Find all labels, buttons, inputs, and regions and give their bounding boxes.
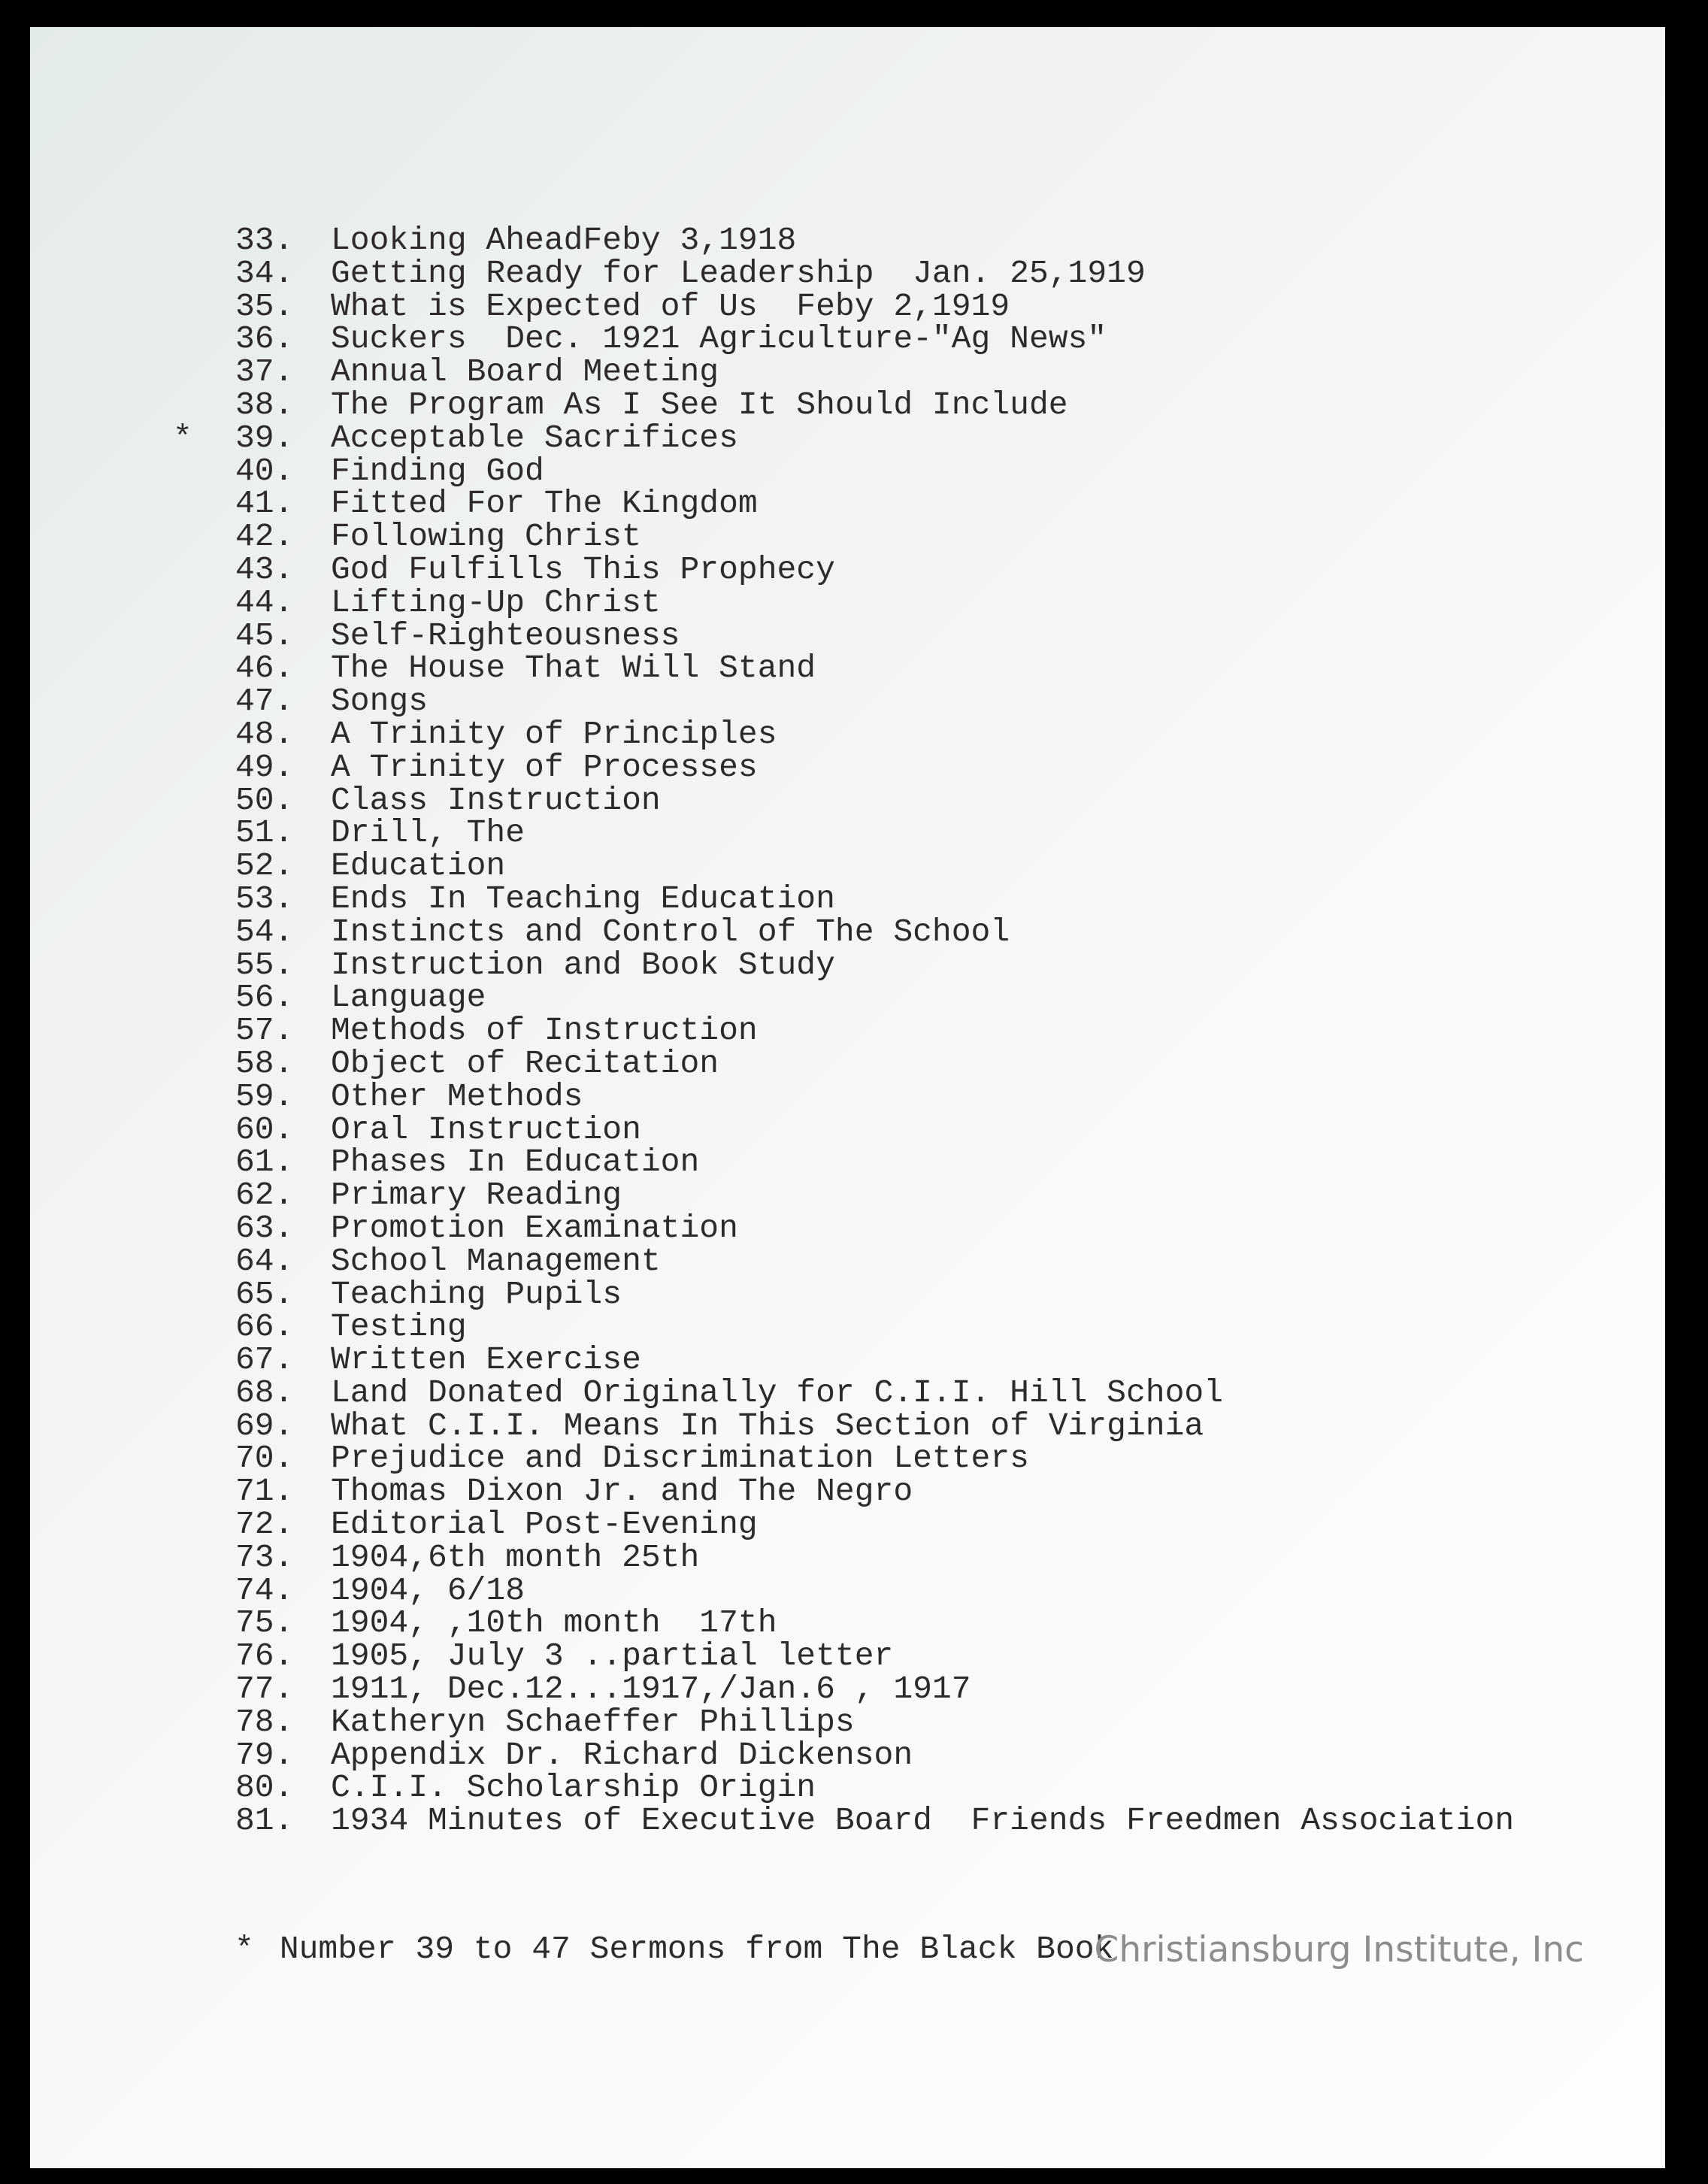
entry-title: Suckers Dec. 1921 Agriculture-"Ag News" — [331, 320, 1107, 358]
entry-number: 50. — [235, 781, 294, 819]
entry-number: 71. — [235, 1473, 294, 1510]
entry-number: 75. — [235, 1604, 294, 1642]
entry-title: What is Expected of Us Feby 2,1919 — [331, 287, 1010, 325]
entry-number: 59. — [235, 1077, 294, 1115]
entry-number: 39. — [235, 419, 294, 456]
entry-number: 45. — [235, 616, 294, 654]
entry-title: Acceptable Sacrifices — [331, 419, 738, 456]
entry-title: A Trinity of Principles — [331, 715, 777, 753]
entry-number: 79. — [235, 1736, 294, 1774]
watermark-christiansburg-institute: Christiansburg Institute, Inc — [1094, 1929, 1584, 1970]
entry-title: Songs — [331, 683, 429, 720]
entry-number: 52. — [235, 847, 294, 885]
entry-title: Class Instruction — [331, 781, 661, 819]
entry-number: 63. — [235, 1209, 294, 1246]
entry-title: Finding God — [331, 452, 544, 489]
entry-title: Editorial Post-Evening — [331, 1506, 758, 1543]
entry-number: 81. — [235, 1802, 294, 1840]
entry-number: 41. — [235, 485, 294, 523]
entry-number: 78. — [235, 1703, 294, 1740]
entry-title: Primary Reading — [331, 1177, 622, 1214]
entry-number: 42. — [235, 518, 294, 556]
footnote-asterisk: * — [235, 1931, 254, 1967]
entry-title: Phases In Education — [331, 1143, 700, 1181]
entry-title: Land Donated Originally for C.I.I. Hill School — [331, 1374, 1223, 1411]
entry-title: Testing — [331, 1308, 467, 1346]
entry-title: Self-Righteousness — [331, 616, 680, 654]
entry-title: Object of Recitation — [331, 1044, 719, 1082]
entry-title: Promotion Examination — [331, 1209, 738, 1246]
entry-title: What C.I.I. Means In This Section of Virginia — [331, 1407, 1204, 1444]
entry-number: 68. — [235, 1374, 294, 1411]
entry-number: 37. — [235, 353, 294, 391]
entry-number: 33. — [235, 222, 294, 259]
entry-number: 54. — [235, 913, 294, 950]
entry-number: 47. — [235, 683, 294, 720]
entry-title: Instruction and Book Study — [331, 946, 835, 983]
entry-title: Looking AheadFeby 3,1918 — [331, 222, 797, 259]
entry-asterisk: * — [173, 419, 192, 456]
entry-title: Lifting-Up Christ — [331, 583, 661, 621]
entry-title: Fitted For The Kingdom — [331, 485, 758, 523]
entry-title: God Fulfills This Prophecy — [331, 550, 835, 588]
entry-title: Annual Board Meeting — [331, 353, 719, 391]
entry-number: 65. — [235, 1275, 294, 1313]
entry-title: Appendix Dr. Richard Dickenson — [331, 1736, 913, 1774]
entry-number: 40. — [235, 452, 294, 489]
entry-number: 55. — [235, 946, 294, 983]
entry-number: 46. — [235, 650, 294, 687]
entry-title: Thomas Dixon Jr. and The Negro — [331, 1473, 913, 1510]
entry-number: 62. — [235, 1177, 294, 1214]
entry-number: 58. — [235, 1044, 294, 1082]
entry-number: 51. — [235, 814, 294, 852]
entry-title: School Management — [331, 1242, 661, 1280]
entry-number: 64. — [235, 1242, 294, 1280]
entry-title: Oral Instruction — [331, 1110, 641, 1148]
entry-number: 70. — [235, 1440, 294, 1477]
entry-number: 43. — [235, 550, 294, 588]
footnote-text: Number 39 to 47 Sermons from The Black Book — [279, 1931, 1114, 1967]
entry-number: 76. — [235, 1637, 294, 1675]
entry-number: 34. — [235, 254, 294, 292]
entry-title: Getting Ready for Leadership Jan. 25,1919 — [331, 254, 1146, 292]
entry-number: 56. — [235, 979, 294, 1016]
entry-number: 67. — [235, 1341, 294, 1379]
entry-title: Drill, The — [331, 814, 525, 852]
entry-title: Written Exercise — [331, 1341, 641, 1379]
entry-number: 73. — [235, 1538, 294, 1576]
entry-title: Teaching Pupils — [331, 1275, 622, 1313]
entry-title: A Trinity of Processes — [331, 748, 758, 786]
entry-number: 57. — [235, 1012, 294, 1050]
footnote — [235, 1931, 1113, 1967]
entry-number: 69. — [235, 1407, 294, 1444]
entry-number: 53. — [235, 880, 294, 917]
entry-title: Language — [331, 979, 486, 1016]
entry-title: Other Methods — [331, 1077, 583, 1115]
entry-number: 74. — [235, 1571, 294, 1609]
entry-title: 1904, 6/18 — [331, 1571, 525, 1609]
entry-number: 66. — [235, 1308, 294, 1346]
entry-number: 38. — [235, 386, 294, 423]
entry-number: 49. — [235, 748, 294, 786]
entry-number: 60. — [235, 1110, 294, 1148]
document-page — [30, 27, 1665, 2168]
entry-title: Prejudice and Discrimination Letters — [331, 1440, 1029, 1477]
entry-title: The Program As I See It Should Include — [331, 386, 1068, 423]
entry-title: 1911, Dec.12...1917,/Jan.6 , 1917 — [331, 1671, 971, 1708]
entry-number: 36. — [235, 320, 294, 358]
entry-title: 1905, July 3 ..partial letter — [331, 1637, 894, 1675]
entry-number: 35. — [235, 287, 294, 325]
entry-title: Katheryn Schaeffer Phillips — [331, 1703, 855, 1740]
entry-title: Methods of Instruction — [331, 1012, 758, 1050]
entry-title: Following Christ — [331, 518, 641, 556]
entry-number: 61. — [235, 1143, 294, 1181]
entry-number: 44. — [235, 583, 294, 621]
entry-number: 77. — [235, 1671, 294, 1708]
entry-title: C.I.I. Scholarship Origin — [331, 1769, 816, 1807]
entry-title: Ends In Teaching Education — [331, 880, 835, 917]
entry-title: 1934 Minutes of Executive Board Friends Freedmen Association — [331, 1802, 1515, 1840]
entry-number: 72. — [235, 1506, 294, 1543]
entry-number: 48. — [235, 715, 294, 753]
entry-number: 80. — [235, 1769, 294, 1807]
entry-title: Instincts and Control of The School — [331, 913, 1010, 950]
entry-title: The House That Will Stand — [331, 650, 816, 687]
entry-title: 1904,6th month 25th — [331, 1538, 700, 1576]
entry-title: 1904, ,10th month 17th — [331, 1604, 777, 1642]
entry-title: Education — [331, 847, 506, 885]
